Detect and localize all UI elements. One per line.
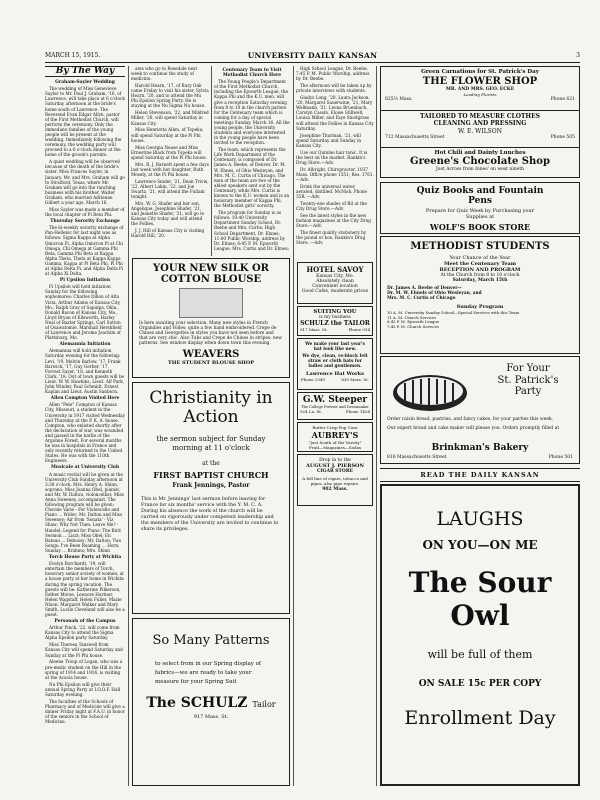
baptist-body: This is Mr. Jennings' last sermon before leaving for France for six months' service with the Y. M. C. A. During his absence the work of the church will be carried on vigorously under competent leadership and the members of the University are invited to continue to share its privileges. bbox=[141, 497, 279, 532]
article-headline: Torch House Party at Wichita bbox=[48, 555, 122, 561]
article-paragraph: Allen "Pete" Compton of Kansas City, Missouri, a student in the University in 1917 visited Wednesday and Thursday at the P. K. A. house. Compton, who enlisted shortly after the declaration of war, was wounded and gassed in the battle of the Argonne Forest. For several months he was in hospitals in France and only recently returned to the United States. He was with the 110th Engineers. bbox=[45, 402, 125, 464]
article-paragraph: Pi Upsilon will hold initiation Sunday for the following sophomores: Charles Dillon of Alta Vista, Arthur Adams of Kansas City, Mo., Ralph Gray of Sapulpa, Okla., Donald Bacon of Kansas City, Mo., Lloyd Bryan of Ellsworth, Harley Neal of Baxter Springs, Carl Sutton of Osawatomie, Marshall Hershfield of Lawrence and Jerome Joachim of Plattsburg, Mo. bbox=[45, 284, 122, 341]
ad-wolf-book-store bbox=[380, 182, 580, 234]
ad-methodist-students bbox=[380, 236, 580, 354]
patterns-store bbox=[143, 695, 279, 711]
hat-address: 830 Mass. St. bbox=[341, 377, 369, 382]
baptist-title-1: Christianity in bbox=[149, 388, 273, 408]
article-paragraph: Lawrence Snider, '21, Dean Trivie, '22, Albert Lakin, '22, and Joe Swartz, '21, will attend the Fullam tonight. bbox=[131, 178, 209, 199]
ad-suiting-you bbox=[297, 306, 373, 336]
hat-name: Lawrence Hat Works bbox=[306, 371, 364, 377]
article-paragraph: The finest quality stationery by the pound or box. Rankin's Drug Store. —Adv. bbox=[296, 229, 367, 246]
column-rule bbox=[211, 66, 212, 256]
brinkman-body: Order raisin bread, pastries, and fancy cakes, for your parties this week. bbox=[387, 417, 554, 422]
column-rule bbox=[376, 66, 377, 786]
steeper-address: 924 La. St. bbox=[300, 409, 323, 414]
hat-line: We dye, clean, re-block felt straw or cloth hats for ladies and gentlemen. bbox=[302, 354, 368, 369]
baptist-at: at the bbox=[202, 460, 220, 467]
aubreys-items: Fruit—Magazines—Sodas bbox=[308, 445, 362, 450]
article-paragraph: Evelyn Borchardt, '19, will entertain the members of Torch, honorary senior society of women, at a house party at her home in Wichita during the spring vacation. The guests will be: Katherine Pilkerson, Esther Morse, Leonore Hartner, Helen Wagstaff, Helen Fuller, Mazie Nixon, Margaret Walker and Mary Smith. Lucile Cleveland will also be a guest. bbox=[45, 561, 125, 618]
article-headline: Thursday Sorority Exchange bbox=[50, 219, 120, 225]
blouse-title-1: YOUR NEW SILK OR bbox=[153, 263, 269, 274]
column-personals bbox=[131, 66, 209, 254]
article-paragraph: The program for Sunday is as follows: 10:40 University Department Sunday School, Dr. Beebe and Mrs. Curtis; High School Department, Dr. Ehnes; 11:00 Public Worship, address by Dr. Ehnes; 6:45 P. M. Epworth League, Mrs. Curtis and Dr. Ehnes; bbox=[214, 210, 290, 251]
article-paragraph: High School League, Dr. Beebe; 7:45 P. M. Public Worship, address by Dr. Beebe. bbox=[296, 66, 370, 82]
brinkman-phone: Phone 501 bbox=[548, 455, 573, 460]
article-paragraph: Harold Hearn, '17, of Bury Oak came Friday to visit his sister, Sylvia Hearn, '20, and to attend the Mu Phi Epsilon Spring Party. He is staying at the Nu Sigma Nu house. bbox=[131, 83, 209, 109]
article-paragraph: Helen Stevenson, '22, and Mildred Miller, '20, will spend Saturday in Kansas City. bbox=[131, 110, 209, 126]
read-the-daily-kansan-banner: READ THE DAILY KANSAN bbox=[380, 468, 580, 482]
aubreys-name: AUBREY'S bbox=[311, 430, 359, 440]
bread-loaf-icon bbox=[391, 369, 469, 413]
steeper-phone: Phone 1434 bbox=[345, 409, 370, 414]
article-paragraph: Mrs. W. G. Shafer and her son, Angelique, Josephine Shafer, '21, and Jeanette Shafer, '21, will go to Kansas City today and will attend the Follies. bbox=[131, 200, 205, 227]
savoy-line: Absolutely clean bbox=[316, 279, 354, 284]
article-paragraph: Aleene Troup of Logan, who was a pre-medic student on the Hill in the spring of 1914 and 1916, is visiting at the Acacia house. bbox=[45, 659, 123, 680]
tailored-address: 712 Massachusetts Street bbox=[385, 135, 445, 140]
aubreys-top: Butter Crisp Pop Corn bbox=[312, 425, 358, 430]
brinkman-address: 816 Massachusetts Street bbox=[387, 455, 447, 460]
masthead-date: MARCH 15, 1915. bbox=[45, 52, 101, 59]
ad-hat-works bbox=[297, 338, 373, 390]
column-rule bbox=[293, 66, 294, 786]
flower-top: Green Carnations for St. Patrick's Day bbox=[421, 69, 539, 75]
article-paragraph: A music recital will be given at the University Club Sunday afternoon at 3:30 o'clock. Mrs. Henry A. Shinn, soprano; Miss Joanna Obel, pianist, and Mr. W. Dalton, violoncellist; Miss Anna Sweeney, accompanist. The following program will be given: Chorale Varie - For Violoncello and Piano ... Widor; Mr. Dalton and Miss Sweeney; Air from 'Sonata' - Viz Shaw; Why Not Then: Leave Me? - Handel; Legend for Piano: The Bird Sermon ... Liszt; Miss Obel; En Bateau ... Debussy; Mr. Dalton; Two Songs: I've Been Roaming ... Horn; Sunday ... Brahms; Mrs. Shinn bbox=[45, 471, 124, 553]
blouse-illustration bbox=[179, 288, 243, 318]
ad-flower-shop bbox=[380, 66, 580, 110]
article-paragraph: A quiet wedding will be observed because of the death of the bride's sister. Miss Frances Sayler, in January. Mr. and Mrs. Graham will go to Stratford, Texas, where Mr. Graham will go into the ranching business with his brother, Walter Graham, who married Adrienne Gilbert a year ago. March 16. bbox=[45, 159, 125, 206]
ad-steeper bbox=[297, 392, 373, 420]
article-paragraph: The wedding of Miss Genevieve Sayler to Mr. Paul J. Graham, '16, of Lawrence, will take place at 6 o'clock Saturday afternoon at the bride's home south of Lawrence. The Reverend Evan Edgar Allyn, pastor of the First Methodist Church, will perform the ceremony. Only the immediate families of the young people will be present at the wedding. Immediately following the ceremony, the wedding party will proceed to a 6 o'clock dinner at the home of the groom's parents. bbox=[45, 86, 125, 158]
column-notices bbox=[296, 66, 374, 256]
tailored-name: W. E. WILSON bbox=[458, 128, 502, 135]
flower-name: THE FLOWER SHOP bbox=[422, 76, 538, 87]
flower-phone: Phone 621 bbox=[550, 97, 575, 102]
blouse-store-name: WEAVERS bbox=[182, 349, 240, 360]
methodist-person: Dr. M. W. Ehnels of Ohio Wesleyan, and bbox=[387, 291, 482, 296]
masthead-title: UNIVERSITY DAILY KANSAN bbox=[247, 51, 378, 60]
ad-brinkman-bakery bbox=[380, 356, 580, 464]
brinkman-name: Brinkman's Bakery bbox=[431, 443, 529, 453]
article-paragraph: Mrs. R. J. Barnett spent a few days last week with her daughter, Ruth Mosely, at the Pi Phi house. bbox=[131, 161, 209, 177]
by-the-way-items bbox=[45, 80, 125, 724]
sourowl-price: ON SALE 15c PER COPY bbox=[418, 679, 542, 689]
sourowl-full: will be full of them bbox=[427, 648, 533, 661]
article-paragraph: See the latest styles in the new fashion magazines at the City Drug Store.—Adv. bbox=[296, 212, 371, 228]
baptist-sermon: the sermon subject for Sunday morning at 11 o'clock bbox=[156, 435, 266, 452]
methodist-program-item: 7:45 P. M. Church Services bbox=[387, 323, 439, 329]
sourowl-on-you: ON YOU—ON ME bbox=[422, 538, 538, 552]
suiting-line: is my business bbox=[319, 315, 351, 320]
article-paragraph: The afternoon will be taken up by private interviews with students. bbox=[296, 83, 372, 94]
pierson-body: A full line of cigars, tobacco and pipes, also pipe repairs. bbox=[302, 476, 368, 486]
article-headline: Musicale at University Club bbox=[50, 465, 120, 471]
pierson-address: 902 Mass. bbox=[322, 487, 348, 492]
article-paragraph: Miss Theresa Tanswell from Kansas City will spend Saturday and Sunday at the Pi Phi house. bbox=[45, 642, 123, 658]
ad-wilson-tailored bbox=[380, 110, 580, 148]
article-paragraph: The faculties of the Schools of Pharmacy and of Medicine will give a dinner Friday night at F.A.U. in honor of the seniors in the School of Medicine. bbox=[45, 698, 125, 725]
sourowl-enrollment: Enrollment Day bbox=[404, 707, 556, 729]
article-paragraph: Alemannia will hold initiation Saturday evening for the following: Levi, '19, Melvin Barlow, '17, Frank Barwick, '17, Guy Gerber, '17, Forrest Sayer, '18, and Kenneth Clark, '18. Out of town guests will be Lieut. W. W. Hawkins, Lieut. Alf Park, John Winder, Paul Schmidt, Ernest Kaplan and Lieut. Austin Sanborn. bbox=[45, 348, 125, 395]
article-paragraph: Miss Sayler was made a member of the local chapter of Pi Beta Phi. bbox=[45, 206, 125, 218]
methodist-program-title: Sunday Program bbox=[456, 304, 504, 310]
column-rule bbox=[128, 66, 129, 786]
brinkman-title-2: St. Patrick's bbox=[497, 374, 559, 386]
flower-tag: Leading Florists bbox=[463, 92, 497, 97]
blouse-body: Is here awaiting your selection. Many new styles in French Organdies and Voiles; quite a few hand embroidered. Crepe de Chines and Georgettes in styles you have not seen before and that are very chic. Also Tubs and Crepe de Chines in stripes; new patterns. See window display when down town this evening. bbox=[139, 321, 282, 346]
article-paragraph: Drink the universal water, aerated, distilled. McNish, Phone 35R. —Adv. bbox=[296, 183, 368, 199]
pierson-name: AUGUST J. PIERSON bbox=[305, 463, 364, 469]
ad-weavers-blouse bbox=[132, 258, 290, 378]
brinkman-title-1: For Your bbox=[506, 363, 550, 374]
masthead-page-number: 3 bbox=[576, 52, 580, 59]
article-headline: Personals of the Campus bbox=[54, 619, 116, 625]
article-paragraph: ates who go to Rosedale next week to continue the study of medicine. bbox=[131, 66, 198, 82]
tailored-sub: CLEANING AND PRESSING bbox=[433, 120, 527, 127]
methodist-line: RECEPTION AND PROGRAM bbox=[439, 267, 521, 273]
by-the-way-heading: By The Way bbox=[45, 66, 125, 77]
article-paragraph: Nu Phi Epsilon will give their annual Spring Party at I.O.O.F. Hall Saturday evening. bbox=[45, 681, 121, 697]
blouse-title-2: COTTON BLOUSE bbox=[160, 274, 262, 285]
article-paragraph: Arthur Pinck, '22, will come from Kansas City to attend the Sigma Alpha Epsilon party Saturday. bbox=[45, 625, 120, 641]
methodist-line: Meet the Centenary Team bbox=[443, 261, 517, 267]
masthead bbox=[45, 48, 580, 63]
baptist-title-2: Action bbox=[183, 407, 239, 427]
ad-aubreys bbox=[297, 422, 373, 452]
ad-sour-owl bbox=[380, 484, 580, 786]
patterns-address: 917 Mass. St. bbox=[193, 714, 229, 720]
column-by-the-way bbox=[45, 66, 125, 780]
article-paragraph: The bi-weekly sorority exchange of Pan-Hellenic for last night was as follows: Sigma Kappa at Alpha Omicron Pi, Alpha Omicron Pi at Chi Omega, Chi Omega at Gamma Phi Beta, Gamma Phi Beta at Kappa Alpha Theta, Theta at Kappa Kappa Gamma, Kappa at Pi Beta Phi, Pi Phi at Alpha Delta Pi, and Alpha Delta Pi at Alpha Xi Delta. bbox=[45, 225, 124, 277]
article-headline: Pi Upsilon Initiation bbox=[59, 278, 111, 284]
aubreys-tag: "Just South of the Varsity" bbox=[308, 440, 362, 445]
suiting-phone: Phone 914 bbox=[348, 327, 370, 332]
methodist-program-item: 11 A. M. Church Services bbox=[387, 314, 437, 320]
methodist-person: Dr. James A. Beebe of Denver— bbox=[387, 286, 462, 291]
methodist-program-item: 10 A. M. University Sunday School—Special Services with this Team bbox=[387, 310, 520, 315]
steeper-name: G.W. Steeper bbox=[302, 395, 368, 405]
wolf-name: WOLF'S BOOK STORE bbox=[429, 222, 531, 232]
article-paragraph: Use our Quinine hair tonic. It is the best on the market. Rankin's Drug Store.—Adv. bbox=[296, 149, 368, 165]
savoy-city: Kansas City, Mo. bbox=[316, 274, 354, 279]
bread-illustration bbox=[391, 369, 469, 413]
tailored-title: TAILORED TO MEASURE CLOTHES bbox=[419, 113, 541, 120]
blouse-store-tag: THE STUDENT BLOUSE SHOP bbox=[168, 360, 254, 366]
article-headline: Graham-Sayler Wedding bbox=[55, 80, 115, 86]
baptist-church: FIRST BAPTIST CHURCH bbox=[153, 470, 269, 480]
suiting-address: 917 Mass. St. bbox=[300, 327, 328, 332]
brinkman-body: Our expert bread and cake maker will please you. Orders promptly filled at bbox=[387, 425, 560, 431]
greene-sub: Just Across from Innes' on west nineth bbox=[435, 167, 525, 172]
methodist-title: METHODIST STUDENTS bbox=[410, 241, 550, 252]
ad-greene-chocolate bbox=[380, 148, 580, 178]
article-headline: Allen Compton Visited Here bbox=[50, 396, 120, 402]
savoy-line: Good Cafes, moderate prices bbox=[301, 289, 369, 294]
article-headline: Alemannia Initiation bbox=[59, 342, 111, 348]
article-headline: Centenary Team to Visit Methodist Church Here bbox=[222, 68, 282, 79]
wolf-title-2: Pens bbox=[468, 196, 492, 206]
article-paragraph: Dr. Albright, Chiropractor, 1037 Mass. Office phone 1551; Res. 1761. —Adv. bbox=[296, 166, 374, 182]
suiting-name: SCHULZ the TAILOR bbox=[300, 320, 370, 327]
ad-hotel-savoy bbox=[297, 262, 373, 304]
baptist-pastor: Frank Jennings, Pastor bbox=[172, 482, 250, 489]
article-paragraph: Gladys Long, '20, Laura Jackson, '20, Margaret Sauerwine, '21, Mary Wellmann, '21, Leona Bruenbach, Carolyn Cassin, Eloise Stillwell, Louisa Miller, and Faye Snodgrass will attend the Follies in Kansas City Saturday. bbox=[296, 95, 374, 131]
sourowl-laughs: LAUGHS bbox=[436, 508, 524, 530]
article-paragraph: Josephine Thurman, '21, will spend Saturday and Sunday in Kansas City. bbox=[296, 132, 362, 148]
suiting-title: SUITING YOU bbox=[313, 309, 357, 315]
patterns-title: So Many Patterns bbox=[152, 633, 270, 648]
wolf-title-1: Quiz Books and Fountain bbox=[416, 186, 544, 196]
brinkman-title-3: Party bbox=[514, 386, 542, 397]
pierson-line: Drop in to the bbox=[319, 458, 351, 463]
steeper-tag: The College Presser and Dressmaker bbox=[301, 405, 369, 409]
tailored-phone: Phone 505 bbox=[550, 135, 575, 140]
sourowl-title: The Sour Owl bbox=[408, 566, 552, 632]
methodist-person: Mrs. M. C. Curtis of Chicago bbox=[387, 296, 456, 301]
ad-schulz-patterns bbox=[132, 618, 290, 786]
article-paragraph: J. J. Hill of Kansas City is visiting Harold Hill, '20. bbox=[131, 228, 205, 239]
flower-owners: MR. AND MRS. GEO. ECKE bbox=[445, 87, 515, 92]
flower-address: 825½ Mass. bbox=[385, 97, 413, 102]
article-paragraph: The team, which represents the Life Work Department of the Centenary, is composed of Dr. James A. Beebe, of Denver, Dr. M. W. Ehnes, of Ohio Wesleyan, and Mrs. M. C. Curtis of Chicago. The men of the team are two of the ablest speakers sent out by the Centenary, while Mrs. Curtis is known to the K.U. women and is an honorary member of Kappa Phi, the Methodist girls' sorority. bbox=[214, 147, 290, 209]
pierson-sub: CIGAR STORE bbox=[316, 469, 353, 474]
patterns-body: to select from in our Spring display of fabrics—we are ready to take your measure for your Spring Suit bbox=[155, 661, 261, 685]
methodist-program-item: 6:45 P. M. Epworth League bbox=[387, 319, 440, 325]
methodist-line: Saturday, March 15th bbox=[452, 278, 508, 283]
methodist-line: At the Church from 8 to 10 o'clock bbox=[440, 273, 520, 278]
wolf-body: Prepare for Quiz Week by Purchasing your Supplies at bbox=[425, 208, 535, 220]
hat-line: We make your last year's hat look like new. bbox=[305, 342, 365, 352]
hat-phone: Phone 2349 bbox=[301, 377, 326, 382]
methodist-line: Your Chance of the Year bbox=[449, 255, 511, 261]
patterns-store-suffix: Tailor bbox=[252, 700, 276, 709]
article-paragraph: The Young People's Department of the First Methodist Church, including the Epworth League, the Kappa Phi and the K.U. men, will give a reception Saturday evening from 8 to 10 in the church parlors for the Centenary team which is coming for a day of special meetings Sunday, March 16. All the young people, the University students and everyone interested in the young people have been invited to the reception. bbox=[214, 79, 290, 146]
column-centenary bbox=[214, 66, 290, 254]
greene-top: Hot Chili and Dainty Lunches bbox=[434, 150, 526, 156]
greene-name: Greene's Chocolate Shop bbox=[410, 156, 550, 167]
article-paragraph: Twenty-one shades of Ril at the City Drug Store.—Adv. bbox=[296, 200, 367, 211]
savoy-line: Convenient location bbox=[312, 284, 358, 289]
patterns-store-name: The SCHULZ bbox=[146, 695, 248, 711]
ad-first-baptist bbox=[132, 382, 290, 614]
ad-pierson-cigar bbox=[297, 454, 373, 506]
article-paragraph: Miss Georgia Nease and Miss Ernestine Black from Topeka will spend Saturday at the Pi Phi house. bbox=[131, 144, 207, 160]
savoy-title: HOTEL SAVOY bbox=[306, 265, 364, 274]
article-paragraph: Miss Henrietta Allen, of Topeka, will spend Saturday at the Pi Phi house. bbox=[131, 127, 204, 143]
